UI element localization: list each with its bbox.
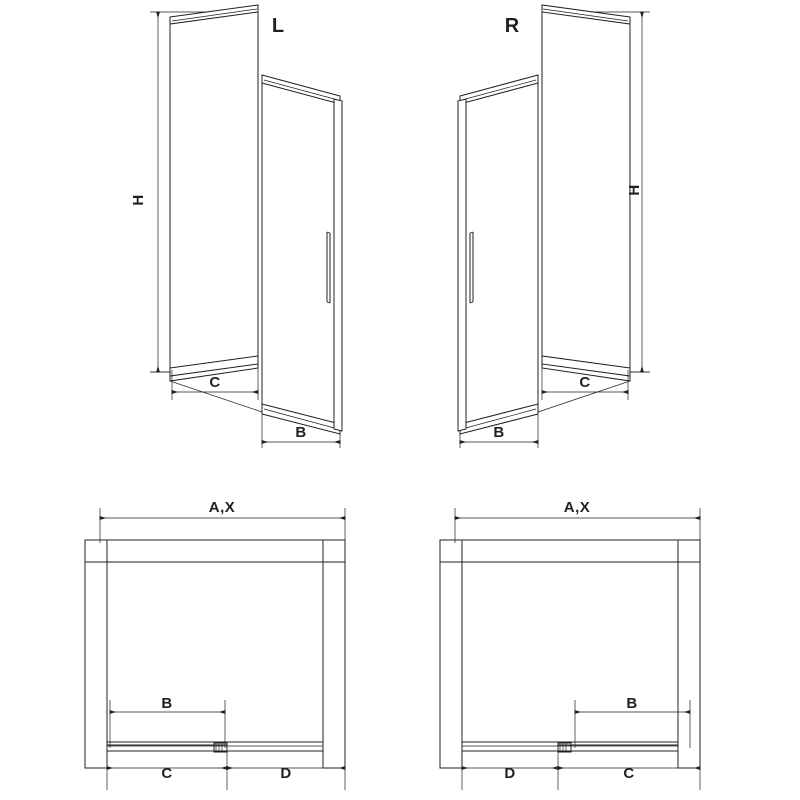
dim-door-plan-left: B <box>161 695 173 712</box>
dim-overall-plan-left: A,X <box>208 499 236 516</box>
elevation-right-view <box>458 5 650 448</box>
dim-d-plan-right: D <box>504 765 516 782</box>
view-label-right: R <box>504 15 520 37</box>
dim-overall-plan-right: A,X <box>563 499 591 516</box>
dim-panel-right: C <box>579 374 591 391</box>
dim-door-plan-right: B <box>626 695 638 712</box>
dim-c-plan-right: C <box>623 765 635 782</box>
dim-c-plan-left: C <box>161 765 173 782</box>
plan-left-view <box>85 508 345 790</box>
dim-height-right: H <box>626 184 643 196</box>
elevation-left-view <box>150 5 342 448</box>
plan-right-view <box>440 508 700 790</box>
dim-door-left: B <box>295 424 307 441</box>
dim-panel-left: C <box>209 374 221 391</box>
dim-door-right: B <box>493 424 505 441</box>
dim-d-plan-left: D <box>280 765 292 782</box>
view-label-left: L <box>271 15 285 37</box>
dim-height-left: H <box>130 194 147 206</box>
